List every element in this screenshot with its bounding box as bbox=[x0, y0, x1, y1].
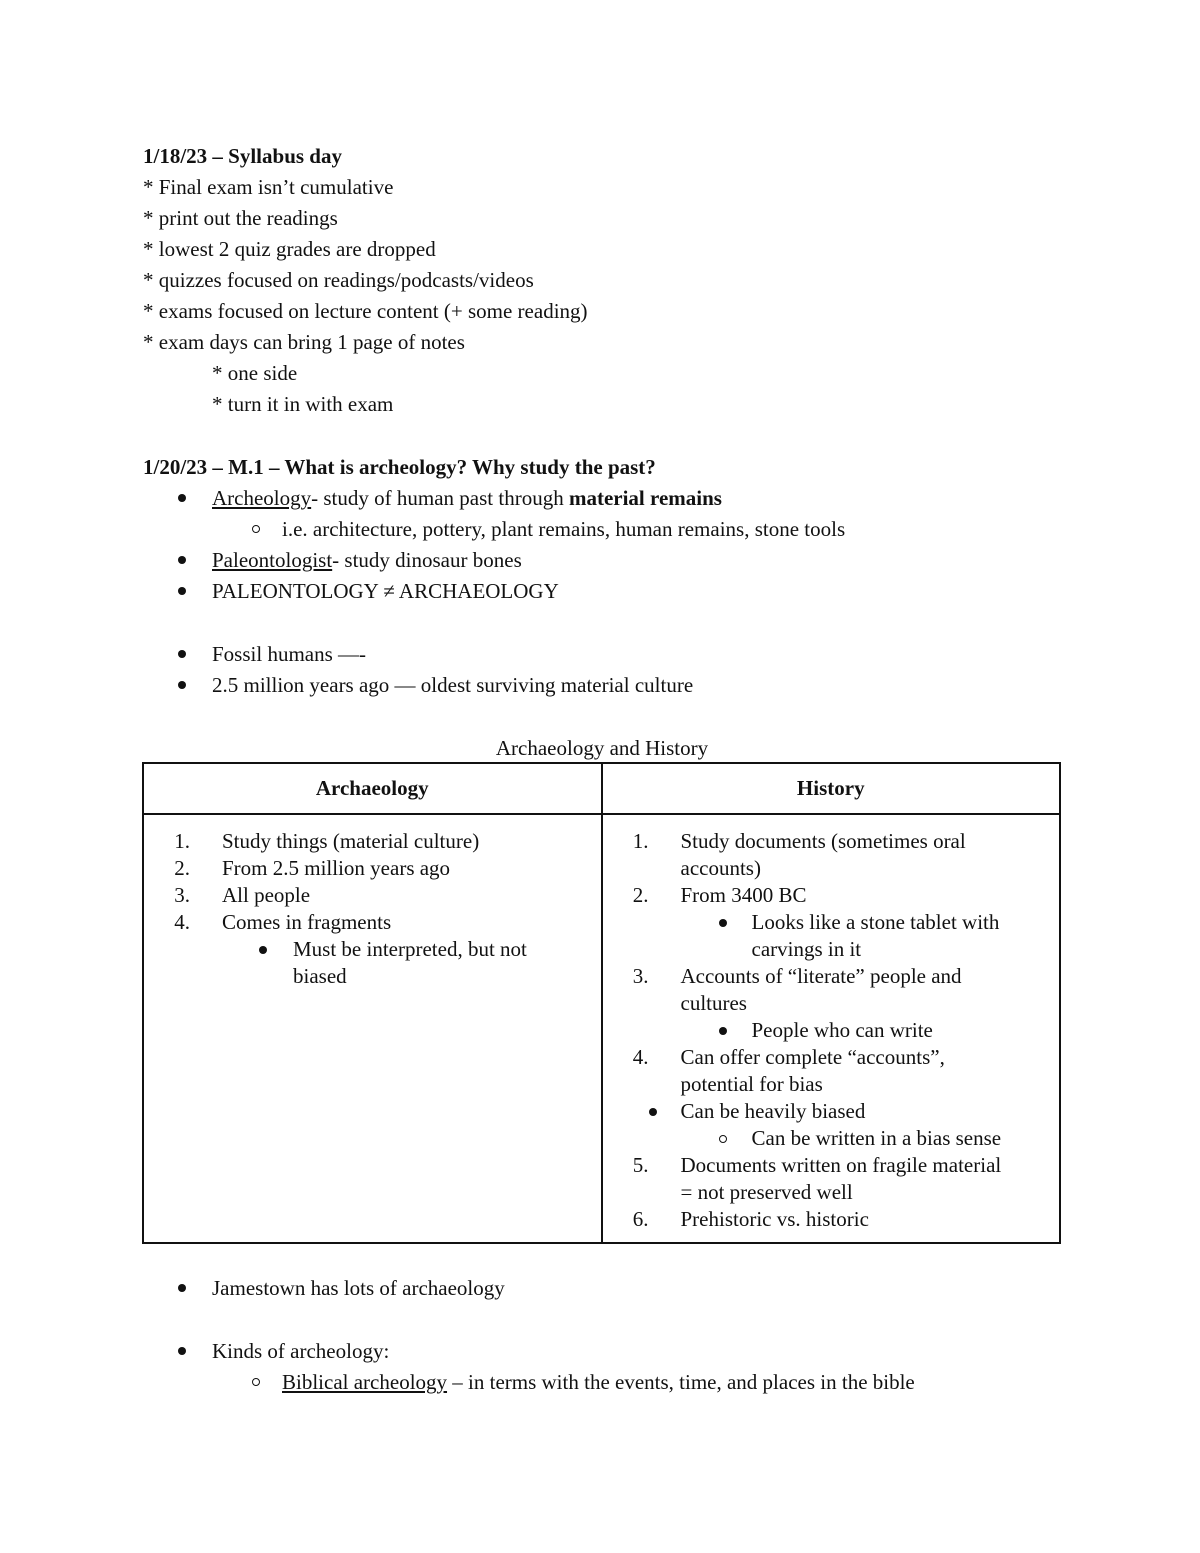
note-item: * Final exam isn’t cumulative bbox=[143, 175, 394, 199]
note-item: * exam days can bring 1 page of notes bbox=[143, 330, 465, 354]
list-item: Accounts of “literate” people and bbox=[680, 964, 962, 988]
list-item: Can be heavily biased bbox=[680, 1099, 866, 1123]
list-item: Study things (material culture) bbox=[222, 829, 480, 853]
circle-bullet-icon bbox=[719, 1135, 727, 1143]
note-item: * exams focused on lecture content (+ some reading) bbox=[143, 299, 588, 323]
column-header-archaeology: Archaeology bbox=[143, 763, 602, 814]
list-item: cultures bbox=[680, 991, 747, 1015]
biblical-note bbox=[282, 1368, 915, 1396]
list-number: 6. bbox=[632, 1207, 649, 1231]
list-number: 5. bbox=[632, 1153, 649, 1177]
list-item: Documents written on fragile material bbox=[680, 1153, 1002, 1177]
million-note: 2.5 million years ago — oldest surviving material culture bbox=[212, 673, 694, 697]
bullet-icon bbox=[178, 494, 186, 502]
list-number: 4. bbox=[632, 1045, 649, 1069]
list-subitem: carvings in it bbox=[751, 937, 862, 961]
archeology-definition bbox=[212, 484, 722, 512]
paleontologist-term: Paleontologist bbox=[212, 548, 333, 572]
list-item: potential for bias bbox=[680, 1072, 823, 1096]
paleontologist-definition bbox=[212, 546, 522, 574]
bullet-icon bbox=[178, 1284, 186, 1292]
list-number: 2. bbox=[174, 856, 190, 880]
list-number: 3. bbox=[174, 883, 190, 907]
note-item: * quizzes focused on readings/podcasts/videos bbox=[143, 268, 534, 292]
list-item: accounts) bbox=[680, 856, 761, 880]
biblical-def: – in terms with the events, time, and places in the bible bbox=[447, 1370, 915, 1394]
archaeology-cell bbox=[143, 814, 602, 1243]
bullet-icon bbox=[178, 650, 186, 658]
archeology-term: Archeology bbox=[212, 486, 312, 510]
section1-heading: 1/18/23 – Syllabus day bbox=[143, 144, 342, 168]
list-number: 3. bbox=[632, 964, 649, 988]
note-item: * lowest 2 quiz grades are dropped bbox=[143, 237, 436, 261]
paleontologist-def: - study dinosaur bones bbox=[332, 548, 522, 572]
archeology-example: i.e. architecture, pottery, plant remains, human remains, stone tools bbox=[282, 517, 846, 541]
fossil-note: Fossil humans —- bbox=[212, 642, 367, 666]
circle-bullet-icon bbox=[252, 525, 260, 533]
table-caption: Archaeology and History bbox=[495, 736, 709, 760]
list-item: All people bbox=[222, 883, 311, 907]
kinds-note: Kinds of archeology: bbox=[212, 1339, 390, 1363]
list-item: From 3400 BC bbox=[680, 883, 807, 907]
note-subitem: * turn it in with exam bbox=[212, 392, 394, 416]
list-item: From 2.5 million years ago bbox=[222, 856, 451, 880]
list-number: 1. bbox=[632, 829, 649, 853]
list-subitem: Can be written in a bias sense bbox=[751, 1126, 1002, 1150]
list-item: = not preserved well bbox=[680, 1180, 853, 1204]
circle-bullet-icon bbox=[252, 1378, 260, 1386]
archeology-def: - study of human past through bbox=[311, 486, 569, 510]
biblical-term: Biblical archeology bbox=[282, 1370, 448, 1394]
list-number: 2. bbox=[632, 883, 649, 907]
note-item: * print out the readings bbox=[143, 206, 338, 230]
list-subitem: Looks like a stone tablet with bbox=[751, 910, 1000, 934]
history-cell bbox=[602, 814, 1061, 1243]
bullet-icon bbox=[178, 1347, 186, 1355]
list-item: Comes in fragments bbox=[222, 910, 392, 934]
bullet-icon bbox=[719, 1027, 727, 1035]
note-subitem: * one side bbox=[212, 361, 298, 385]
material-remains: material remains bbox=[568, 486, 722, 510]
list-item: Study documents (sometimes oral bbox=[680, 829, 966, 853]
list-number: 4. bbox=[174, 910, 190, 934]
jamestown-note: Jamestown has lots of archaeology bbox=[212, 1276, 505, 1300]
list-number: 1. bbox=[174, 829, 190, 853]
list-subitem: biased bbox=[293, 964, 347, 988]
bullet-icon bbox=[259, 946, 267, 954]
bullet-icon bbox=[178, 587, 186, 595]
column-header-history: History bbox=[602, 763, 1061, 814]
list-subitem: People who can write bbox=[751, 1018, 933, 1042]
list-item: Can offer complete “accounts”, bbox=[680, 1045, 945, 1069]
bullet-icon bbox=[719, 919, 727, 927]
bullet-icon bbox=[178, 681, 186, 689]
section2-heading: 1/20/23 – M.1 – What is archeology? Why study the past? bbox=[143, 455, 656, 479]
comparison-table bbox=[142, 762, 1061, 1244]
bullet-icon bbox=[178, 556, 186, 564]
bullet-icon bbox=[649, 1108, 657, 1116]
list-item: Prehistoric vs. historic bbox=[680, 1207, 869, 1231]
not-equal-note: PALEONTOLOGY ≠ ARCHAEOLOGY bbox=[212, 579, 559, 603]
list-subitem: Must be interpreted, but not bbox=[293, 937, 527, 961]
